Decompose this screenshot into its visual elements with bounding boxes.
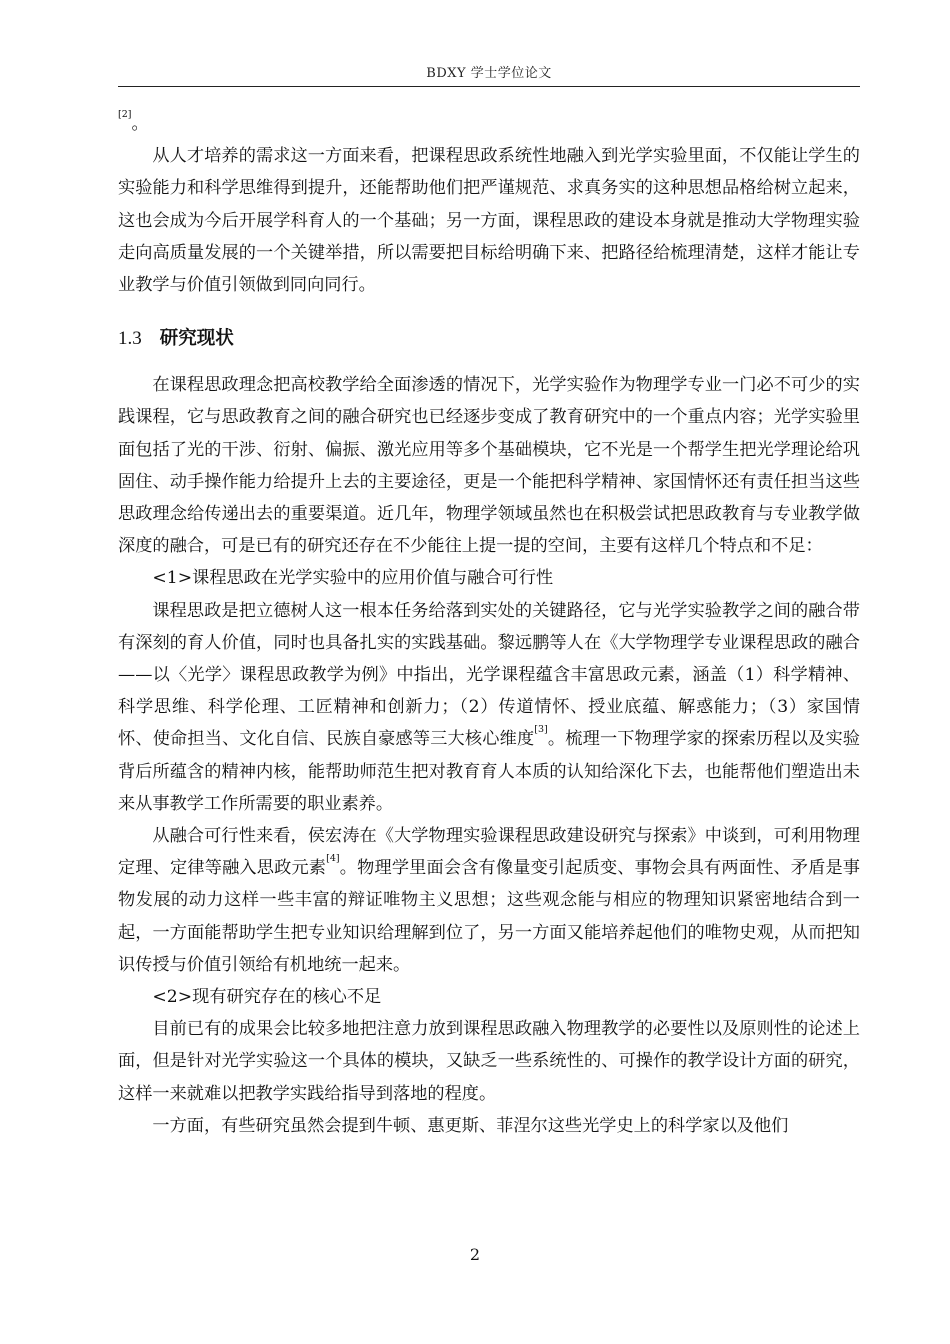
paragraph <box>118 595 860 820</box>
citation-marker: [4] <box>326 853 340 865</box>
header-divider <box>118 86 860 87</box>
paragraph <box>118 820 860 981</box>
body-text <box>118 108 860 1142</box>
paragraph-text: <1>课程思政在光学实验中的应用价值与融合可行性 <box>152 568 554 589</box>
paragraph-text: 课程思政是把立德树人这一根本任务给落到实处的关键路径，它与光学实验教学之间的融合带有深刻的育人价值，同时也具备扎实的实践基础。黎远鹏等人在《大学物理学专业课程思政的融合——以〈光学〉课程思政教学为例》中指出，光学课程蕴含丰富思政元素，涵盖（1）科学精神、科学思维、科学伦理、工匠精神和创新力；（2）传道情怀、授业底蕴、解惑能力；（3）家国情怀、使命担当、文化自信、民族自豪感等三大核心维度 <box>118 600 860 750</box>
paragraph <box>118 108 860 140</box>
paragraph-text: 从人才培养的需求这一方面来看，把课程思政系统性地融入到光学实验里面，不仅能让学生的实验能力和科学思维得到提升，还能帮助他们把严谨规范、求真务实的这种思想品格给树立起来，这也会成为今后开展学科育人的一个基础；另一方面，课程思政的建设本身就是推动大学物理实验走向高质量发展的一个关键举措，所以需要把目标给明确下来、把路径给梳理清楚，这样才能让专业教学与价值引领做到同向同行。 <box>118 146 860 296</box>
page-header: BDXY 学士学位论文 <box>426 66 552 81</box>
paragraph <box>118 1110 860 1142</box>
paragraph <box>118 369 860 562</box>
section-number: 1.3 <box>118 328 142 350</box>
paragraph-text: 从融合可行性来看，侯宏涛在《大学物理实验课程思政建设研究与探索》中谈到，可利用物理定理、定律等融入思政元素 <box>118 826 860 879</box>
paragraph-text: 目前已有的成果会比较多地把注意力放到课程思政融入物理教学的必要性以及原则性的论述上面，但是针对光学实验这一个具体的模块，又缺乏一些系统性的、可操作的教学设计方面的研究，这样一来就难以把教学实践给指导到落地的程度。 <box>118 1019 860 1104</box>
paragraph <box>118 1013 860 1110</box>
paragraph-text: 在课程思政理念把高校教学给全面渗透的情况下，光学实验作为物理学专业一门必不可少的实践课程，它与思政教育之间的融合研究也已经逐步变成了教育研究中的一个重点内容；光学实验里面包括了光的干涉、衍射、偏振、激光应用等多个基础模块，它不光是一个帮学生把光学理论给巩固住、动手操作能力给提升上去的主要途径，更是一个能把科学精神、家国情怀还有责任担当这些思政理念给传递出去的重要渠道。近几年，物理学领域虽然也在积极尝试把思政教育与专业教学做深度的融合，可是已有的研究还存在不少能往上提一提的空间，主要有这样几个特点和不足： <box>118 375 860 557</box>
paragraph-text: 。物理学里面会含有像量变引起质变、事物会具有两面性、矛盾是事物发展的动力这样一些丰富的辩证唯物主义思想；这些观念能与相应的物理知识紧密地结合到一起，一方面能帮助学生把专业知识给理解到位了，另一方面又能培养起他们的唯物史观，从而把知识传授与价值引领给有机地统一起来。 <box>118 858 860 975</box>
page-number: 2 <box>469 1245 481 1264</box>
paragraph <box>118 981 860 1013</box>
paragraph <box>118 562 860 594</box>
section-title: 研究现状 <box>159 328 234 350</box>
citation-marker: [3] <box>534 724 548 736</box>
paragraph <box>118 140 860 301</box>
paragraph-text: 。 <box>131 114 149 134</box>
paragraph-text: 。梳理一下物理学家的探索历程以及实验背后所蕴含的精神内核，能帮助师范生把对教育育人本质的认知给深化下去，也能帮他们塑造出未来从事教学工作所需要的职业素养。 <box>118 729 860 814</box>
paragraph-text: 一方面，有些研究虽然会提到牛顿、惠更斯、菲涅尔这些光学史上的科学家以及他们 <box>152 1115 789 1136</box>
section-heading <box>118 323 860 355</box>
paragraph-text: <2>现有研究存在的核心不足 <box>152 987 382 1008</box>
citation-marker: [2] <box>118 109 132 120</box>
